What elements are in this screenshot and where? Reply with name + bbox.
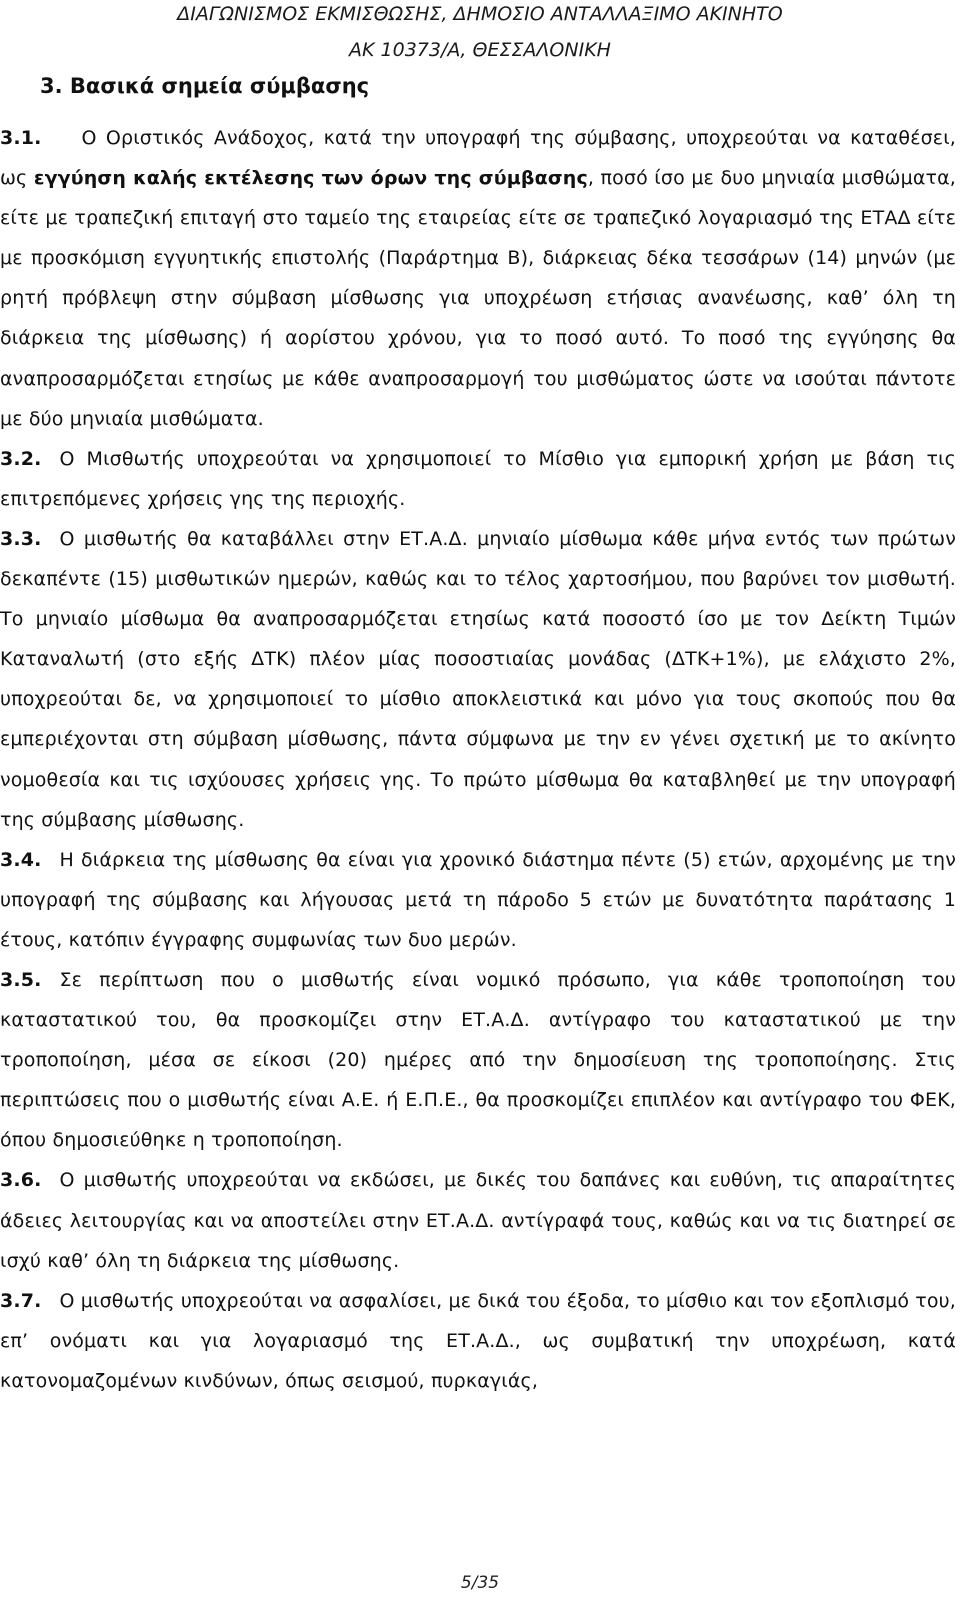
clause-number: 3.5.	[0, 968, 42, 991]
clause-3-3	[0, 519, 956, 840]
clause-number: 3.3.	[0, 527, 42, 550]
clause-3-6	[0, 1160, 956, 1280]
running-header-subtitle: ΑΚ 10373/Α, ΘΕΣΣΑΛΟΝΙΚΗ	[349, 39, 611, 61]
clause-3-7	[0, 1281, 956, 1401]
section-heading: 3. Βασικά σημεία σύμβασης	[40, 74, 370, 98]
page-number: 5/35	[460, 1573, 500, 1593]
clause-3-4	[0, 840, 956, 960]
section-body	[0, 118, 960, 1401]
clause-text: Σε περίπτωση που ο μισθωτής είναι νομικό πρόσωπο, για κάθε τροποποίηση του καταστατικού του, θα προσκομίζει στην ΕΤ.Α.Δ. αντίγραφο του καταστατικού με την τροποποίηση, μέσα σε είκοσι (20) ημέρες από την δημοσίευση της τροποποίησης. Στις περιπτώσεις που ο μισθωτής είναι Α.Ε. ή Ε.Π.Ε., θα προσκομίζει επιπλέον και αντίγραφο του ΦΕΚ, όπου δημοσιεύθηκε η τροποποίηση.	[0, 968, 956, 1152]
clause-3-5	[0, 960, 956, 1160]
clause-3-2	[0, 439, 956, 519]
clause-text: Ο Μισθωτής υποχρεούται να χρησιμοποιεί το Μίσθιο για εμπορική χρήση με βάση τις επιτρεπόμενες χρήσεις γης της περιοχής.	[0, 447, 956, 510]
clause-number: 3.1.	[0, 127, 42, 149]
clause-number: 3.6.	[0, 1169, 42, 1192]
clause-text: Η διάρκεια της μίσθωσης θα είναι για χρονικό διάστημα πέντε (5) ετών, αρχομένης με την υπογραφή της σύμβασης και λήγουσας μετά τη πάροδο 5 ετών με δυνατότητα παράτασης 1 έτους, κατόπιν έγγραφης συμφωνίας των δυο μερών.	[0, 848, 956, 951]
clause-text-cont: , ποσό ίσο με δυο μηνιαία μισθώματα, είτε με τραπεζική επιταγή στο ταμείο της εταιρείας είτε σε τραπεζικό λογαριασμό της ΕΤΑΔ είτε με προσκόμιση εγγυητικής επιστολής (Παράρτημα Β), διάρκειας δέκα τεσσάρων (14) μηνών (με ρητή πρόβλεψη στην σύμβαση μίσθωσης για υποχρέωση ετήσιας ανανέωσης, καθ’ όλη τη διάρκεια της μίσθωσης) ή αορίστου χρόνου, για το ποσό αυτό. Το ποσό της εγγύησης θα αναπροσαρμόζεται ετησίως με κάθε αναπροσαρμογή του μισθώματος ώστε να ισούται πάντοτε με δύο μηνιαία μισθώματα.	[0, 167, 956, 430]
clause-number: 3.7.	[0, 1289, 42, 1312]
clause-text: Ο μισθωτής θα καταβάλλει στην ΕΤ.Α.Δ. μηνιαίο μίσθωμα κάθε μήνα εντός των πρώτων δεκαπέντε (15) μισθωτικών ημερών, καθώς και το τέλος χαρτοσήμου, που βαρύνει τον μισθωτή. Το μηνιαίο μίσθωμα θα αναπροσαρμόζεται ετησίως κατά ποσοστό ίσο με τον Δείκτη Τιμών Καταναλωτή (στο εξής ΔΤΚ) πλέον μίας ποσοστιαίας μονάδας (ΔΤΚ+1%), με ελάχιστο 2%, υποχρεούται δε, να χρησιμοποιεί το μίσθιο αποκλειστικά και μόνο για τους σκοπούς που θα εμπεριέχονται στη σύμβαση μίσθωσης, πάντα σύμφωνα με την εν γένει σχετική με το ακίνητο νομοθεσία και τις ισχύουσες χρήσεις γης. Το πρώτο μίσθωμα θα καταβληθεί με την υπογραφή της σύμβασης μίσθωσης.	[0, 527, 956, 831]
clause-3-1	[0, 118, 956, 439]
clause-emphasis: εγγύηση καλής εκτέλεσης των όρων της σύμβασης	[33, 167, 588, 190]
clause-number: 3.4.	[0, 848, 42, 871]
clause-text: Ο μισθωτής υποχρεούται να ασφαλίσει, με δικά του έξοδα, το μίσθιο και τον εξοπλισμό του, επ’ ονόματι και για λογαριασμό της ΕΤ.Α.Δ., ως συμβατική την υποχρέωση, κατά κατονομαζομένων κινδύνων, όπως σεισμού, πυρκαγιάς,	[0, 1289, 956, 1392]
clause-number: 3.2.	[0, 447, 42, 470]
running-header-title: ΔΙΑΓΩΝΙΣΜΟΣ ΕΚΜΙΣΘΩΣΗΣ, ΔΗΜΟΣΙΟ ΑΝΤΑΛΛΑΞΙΜΟ ΑΚΙΝΗΤΟ	[177, 3, 783, 25]
clause-text: Ο Οριστικός Ανάδοχος, κατά την υπογραφή της σύμβασης, υποχρεούται να καταθέσει, ως	[0, 127, 956, 190]
clause-text: Ο μισθωτής υποχρεούται να εκδώσει, με δικές του δαπάνες και ευθύνη, τις απαραίτητες άδειες λειτουργίας και να αποστείλει στην ΕΤ.Α.Δ. αντίγραφά τους, καθώς και να τις διατηρεί σε ισχύ καθ’ όλη τη διάρκεια της μίσθωσης.	[0, 1169, 956, 1272]
